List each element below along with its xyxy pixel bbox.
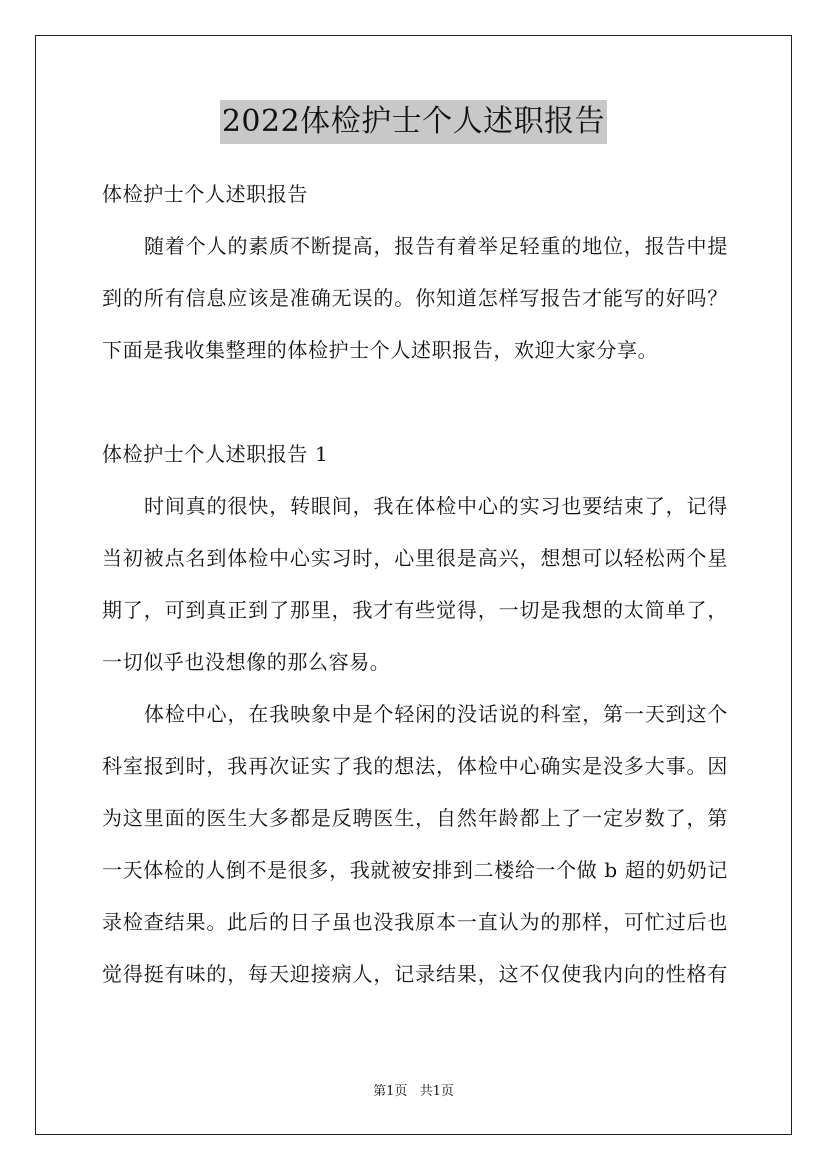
paragraph-line: 当初被点名到体检中心实习时，心里很是高兴，想想可以轻松两个星 [102,546,728,570]
page-footer [0,1082,827,1102]
paragraph-line: 觉得挺有味的，每天迎接病人，记录结果，这不仅使我内向的性格有 [102,962,728,986]
document-subtitle: 体检护士个人述职报告 [102,182,308,206]
paragraph-line: 一天体检的人倒不是很多，我就被安排到二楼给一个做 b 超的奶奶记 [102,858,728,882]
paragraph-line: 一切似乎也没想像的那么容易。 [102,650,391,674]
paragraph-line: 科室报到时，我再次证实了我的想法，体检中心确实是没多大事。因 [102,754,728,778]
paragraph-line: 体检中心，在我映象中是个轻闲的没话说的科室，第一天到这个 [144,702,728,726]
title-container [0,100,827,144]
intro-line: 到的所有信息应该是准确无误的。你知道怎样写报告才能写的好吗？ [102,286,728,310]
document-body [102,174,728,1006]
section-heading: 体检护士个人述职报告 1 [102,442,329,466]
paragraph-line: 为这里面的医生大多都是反聘医生，自然年龄都上了一定岁数了，第 [102,806,728,830]
paragraph-line: 时间真的很快，转眼间，我在体检中心的实习也要结束了，记得 [144,494,728,518]
intro-line: 随着个人的素质不断提高，报告有着举足轻重的地位，报告中提 [144,234,728,258]
paragraph-line: 期了，可到真正到了那里，我才有些觉得，一切是我想的太简单了， [102,598,728,622]
blank-line [102,382,728,434]
intro-line: 下面是我收集整理的体检护士个人述职报告，欢迎大家分享。 [102,338,659,362]
document-title: 2022体检护士个人述职报告 [220,100,607,144]
paragraph-line: 录检查结果。此后的日子虽也没我原本一直认为的那样，可忙过后也 [102,910,728,934]
page-number: 第1页 [373,1084,408,1099]
total-pages: 共1页 [419,1084,454,1099]
